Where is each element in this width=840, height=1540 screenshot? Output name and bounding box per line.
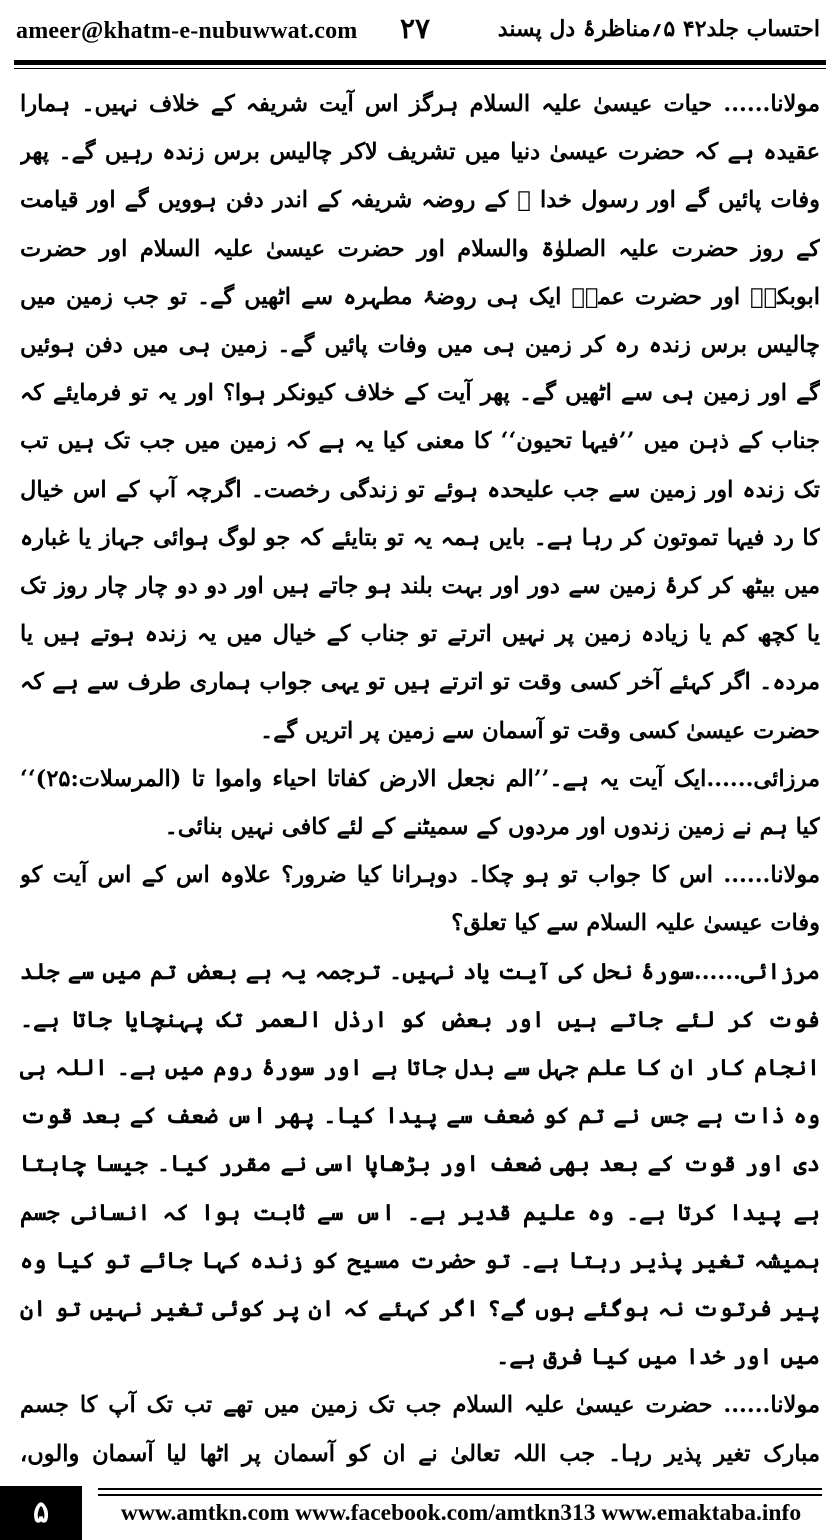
speaker-label: مولانا......: [723, 862, 820, 889]
paragraph-text: اس کا جواب تو ہو چکا۔ دوہرانا کیا ضرور؟ علاوہ اس کے اس آیت کو وفات عیسیٰ علیہ السلام سے کیا تعلق؟: [20, 862, 820, 937]
header-rule-thin: [14, 68, 826, 69]
speaker-label: مولانا......: [723, 91, 820, 117]
paragraph-text: حیات عیسیٰ علیہ السلام ہرگز اس آیت شریفہ کے خلاف نہیں۔ ہمارا عقیدہ ہے کہ حضرت عیسیٰ دنیا میں تشریف لاکر چالیس برس زندہ رہیں گے۔ پھر وفات پائیں گے اور رسول خدا ﷺ کے روضہ شریفہ کے اندر دفن ہوویں گے اور قیامت کے روز حضرت علیہ الصلوٰۃ والسلام اور حضرت عیسیٰ علیہ السلام اور حضرت ابوبکرؓ اور حضرت عمرؓ ایک ہی روضۂ مطہرہ سے اٹھیں گے۔ تو جب زمین میں چالیس برس زندہ رہ کر زمین ہی میں وفات پائیں گے۔ زمین ہی میں دفن ہوئیں گے اور زمین ہی سے اٹھیں گے۔ پھر آیت کے خلاف کیونکر ہوا؟ اور یہ تو فرمایئے کہ جناب کے ذہن میں ’’فیہا تحیون‘‘ کا معنی کیا یہ ہے کہ زمین میں جب تک ہیں تب تک زندہ اور زمین سے جب علیحدہ ہوئے تو زندگی رخصت۔ اگرچہ آپ کے اس خیال کا رد فیہا تموتون کر رہا ہے۔ بایں ہمہ یہ تو بتایئے کہ جو لوگ ہوائی جہاز یا غبارہ میں بیٹھ کر کرۂ زمین سے دور اور بہت بلند ہو جاتے ہیں اور دو دو چار چار روز تک یا کچھ کم یا زیادہ زمین پر نہیں اترتے تو جناب کے خیال میں یہ زندہ ہوتے ہیں یا مردہ۔ اگر کہئے آخر کسی وقت تو اترتے ہیں تو یہی جواب ہماری طرف سے ہے کہ حضرت عیسیٰ کسی وقت تو آسمان سے زمین پر اتریں گے۔: [20, 91, 820, 744]
paragraph: [20, 755, 820, 851]
paragraph-text: ایک آیت یہ ہے۔’’الم نجعل الارض کفاتا احیاء واموا تا (المرسلات:۲۵)‘‘ کیا ہم نے زمین زندوں اور مردوں کے سمیٹنے کے لئے کافی نہیں بنائی۔: [20, 765, 820, 841]
footer-links[interactable]: www.amtkn.com www.facebook.com/amtkn313 www.emaktaba.info: [120, 1500, 802, 1526]
paragraph: [20, 851, 820, 947]
paragraph: [20, 80, 820, 755]
paragraph: [20, 1381, 820, 1475]
speaker-label: مولانا......: [723, 1392, 820, 1419]
footer-page-badge: ۵: [0, 1486, 82, 1540]
paragraph-text: سورۂ نحل کی آیت یاد نہیں۔ ترجمہ یہ ہے بعض تم میں سے جلد فوت کر لئے جاتے ہیں اور بعض کو ارذل العمر تک پہنچایا جاتا ہے۔ انجام کار ان کا علم جہل سے بدل جاتا ہے اور سورۂ روم میں ہے۔ اللہ ہی وہ ذات ہے جس نے تم کو ضعف سے پیدا کیا۔ پھر اس ضعف کے بعد قوت دی اور قوت کے بعد بھی ضعف اور بڑھاپا اسی نے مقرر کیا۔ جیسا چاہتا ہے پیدا کرتا ہے۔ وہ علیم قدیر ہے۔ اس سے ثابت ہوا کہ انسانی جسم ہمیشہ تغیر پذیر رہتا ہے۔ تو حضرت مسیح کو زندہ کہا جائے تو کیا وہ پیر فرتوت نہ ہوگئے ہوں گے؟ اگر کہئے کہ ان پر کوئی تغیر نہیں تو ان میں اور خدا میں کیا فرق ہے۔: [20, 958, 820, 1371]
footer-rule-bottom: [98, 1494, 822, 1496]
speaker-label: مرزائی......: [693, 958, 820, 985]
header-page-number: ۲۷: [400, 12, 431, 45]
paragraph-text: حضرت عیسیٰ علیہ السلام جب تک زمین میں تھے تب تک آپ کا جسم مبارک تغیر پذیر رہا۔ جب اللہ تعالیٰ نے ان کو آسمان پر اٹھا لیا آسمان والوں،: [20, 1392, 820, 1467]
body-text: [20, 80, 820, 1475]
paragraph: [20, 948, 820, 1382]
header-rule-thick: [14, 60, 826, 65]
header-title: احتساب جلد۴۲ ۵؍مناظرۂ دل پسند: [497, 16, 820, 42]
header-email: ameer@khatm-e-nubuwwat.com: [16, 18, 358, 44]
footer-rule-top: [98, 1488, 822, 1490]
speaker-label: مرزائی......: [706, 765, 820, 792]
